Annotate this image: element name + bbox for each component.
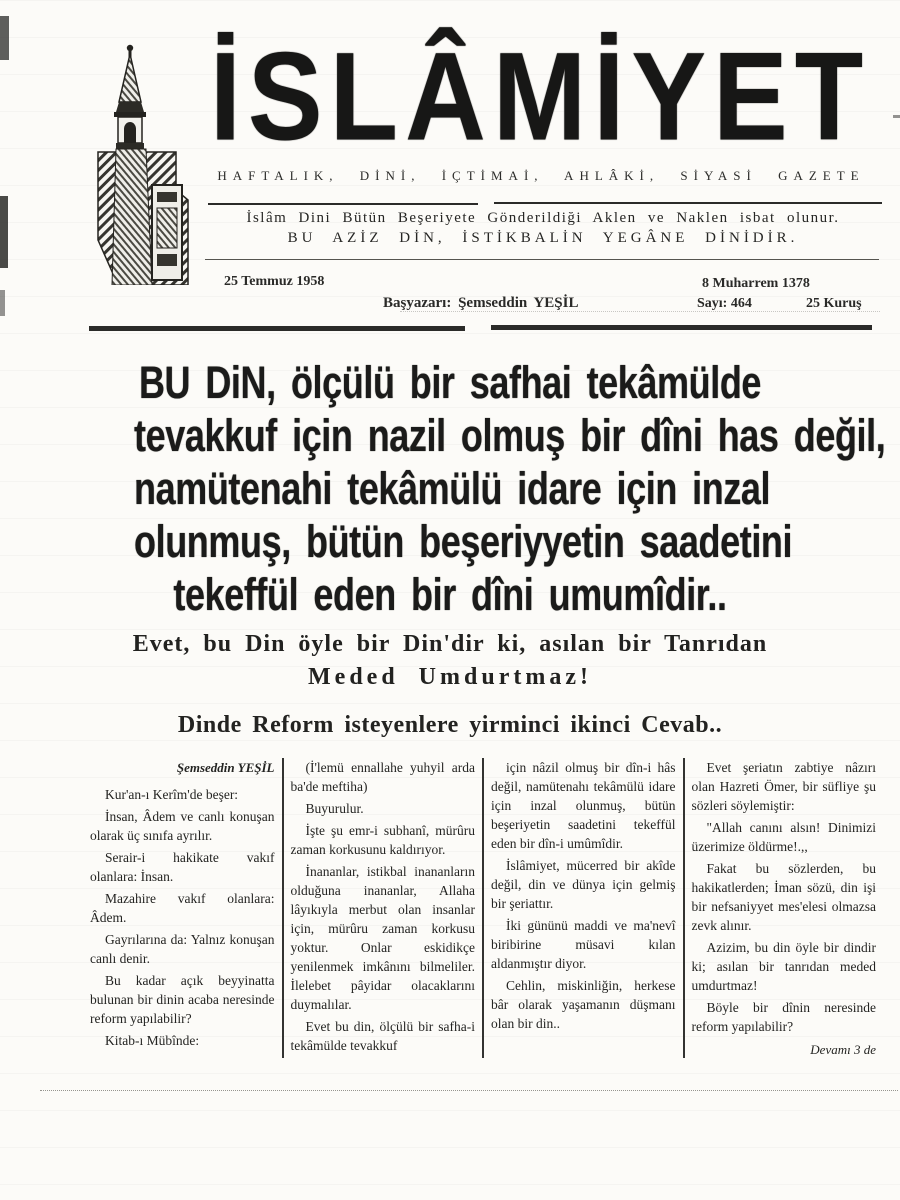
continuation-note: Devamı 3 de (810, 1042, 876, 1057)
newspaper-title: İSLÂMİYET (209, 26, 871, 167)
motto-line-2: BU AZİZ DİN, İSTİKBALİN YEGÂNE DİNİDİR. (287, 230, 799, 246)
article-paragraph: Buyurulur. (305, 801, 364, 816)
article-paragraph: Azizim, bu din öyle bir dindir ki; asılan bir tanrıdan meded umdurtmaz! (691, 940, 876, 993)
masthead-rule-right (494, 202, 882, 204)
faint-rule (400, 311, 880, 312)
section-title: Dinde Reform isteyenlere yirminci ikinci Cevab.. (177, 712, 723, 738)
article-paragraph: Evet şeriatın zabtiye nâzırı olan Hazreti Ömer, bir süfliye şu sözleri söylemiştir: (691, 760, 876, 813)
thick-rule-left (89, 326, 465, 331)
article-paragraph: Mazahire vakıf olanlara: Âdem. (90, 891, 275, 925)
main-headline (55, 356, 886, 621)
headline-line: tekeffül eden bir dîni umumîdir.. (173, 569, 727, 620)
issue-number: Sayı: 464 (697, 296, 752, 311)
article-paragraph: Kur'an-ı Kerîm'de beşer: (105, 787, 239, 802)
scan-smudge (893, 115, 900, 118)
subhead-line: Evet, bu Din öyle bir Din'dir ki, asılan bir Tanrıdan (132, 631, 768, 657)
article-columns (83, 758, 883, 1058)
minaret-illustration (78, 40, 196, 285)
scan-smudge (0, 16, 9, 60)
article-paragraph: Kitab-ı Mübînde: (105, 1033, 200, 1048)
article-paragraph: Böyle bir dînin neresinde reform yapılabilir? (691, 1000, 876, 1034)
headline-line: olunmuş, bütün beşeriyyetin saadetini (134, 516, 793, 567)
article-column-1 (83, 758, 282, 1058)
price: 25 Kuruş (806, 296, 862, 311)
article-column-4 (683, 758, 884, 1058)
article-paragraph: Fakat bu sözlerden, bu hakikatlerden; İman sözü, din işi bir nefsaniyyet mes'elesi olmazsa zevk alınır. (691, 861, 876, 933)
sub-headline (95, 628, 805, 694)
headline-line: namütenahi tekâmülü idare için inzal (134, 463, 771, 514)
editor-byline: Başyazarı: Şemseddin YEŞİL (383, 295, 579, 311)
article-paragraph: İki gününü maddi ve ma'nevî biribirine müsavi kılan aldanmıştır diyor. (491, 918, 676, 971)
scan-smudge (0, 196, 8, 268)
scan-smudge (0, 290, 5, 316)
bottom-scan-line (40, 1090, 898, 1091)
headline-line: BU DiN, ölçülü bir safhai tekâmülde (138, 357, 762, 408)
article-paragraph: Cehlin, miskinliğin, herkese bâr olarak yaşamanın düşmanı olan bir din.. (491, 978, 676, 1031)
article-paragraph: (İ'lemü ennallahe yuhyil arda ba'de meftiha) (290, 760, 475, 794)
date-hijri: 8 Muharrem 1378 (702, 276, 810, 291)
subhead-line: Meded Umdurtmaz! (308, 664, 592, 690)
thick-rule-right (491, 325, 872, 330)
headline-line: tevakkuf için nazil olmuş bir dîni has değil, (134, 410, 886, 461)
newspaper-subtitle: HAFTALIK, DİNİ, İÇTİMAİ, AHLÂKİ, SİYASİ GAZETE (217, 168, 865, 183)
thin-rule (205, 259, 879, 260)
article-paragraph: Bu kadar açık beyyinatta bulunan bir dinin acaba neresinde reform yapılabilir? (90, 973, 275, 1026)
article-paragraph: Gayrılarına da: Yalnız konuşan canlı denir. (90, 932, 275, 966)
date-gregorian: 25 Temmuz 1958 (224, 274, 325, 289)
article-column-2 (282, 758, 483, 1058)
article-paragraph: "Allah canını alsın! Dinimizi üzerimize öldürme!.,, (691, 820, 876, 854)
article-paragraph: Serair-i hakikate vakıf olanlara: İnsan. (90, 850, 275, 884)
motto-line-1: İslâm Dini Bütün Beşeriyete Gönderildiği Aklen ve Naklen isbat olunur. (246, 210, 840, 226)
masthead-rule-left (208, 203, 478, 205)
article-paragraph: İşte şu emr-i subhanî, mürûru zaman korkusunu kaldırıyor. (290, 823, 475, 857)
article-paragraph: için nâzil olmuş bir dîn-i hâs değil, namütenahı tekâmülü idare için inzal olunmuş, bütün beşeriyetin saadetini tekeffül eden bir dîn-i umûmîdir. (491, 760, 676, 851)
article-paragraph: İslâmiyet, mücerred bir akîde değil, din ve dünya için gelmiş bir şeriattır. (491, 858, 676, 911)
article-paragraph: İnsan, Âdem ve canlı konuşan olarak üç sınıfa ayrılır. (90, 809, 275, 843)
author-signature: Şemseddin YEŞİL (176, 760, 275, 775)
article-column-3 (482, 758, 683, 1058)
article-paragraph: İnananlar, istikbal inananların olduğuna inananlar, Allaha lâyıkıyla merbut olan insanlar için, mürûru zaman korkusu yoktur. Onlar eskidikçe yenilenmek imkânını bilmeliler. İlelebet pâyidar olacaklarını duymalılar. (290, 864, 475, 1012)
article-paragraph: Evet bu din, ölçülü bir safha-i tekâmülde tevakkuf (290, 1019, 475, 1053)
